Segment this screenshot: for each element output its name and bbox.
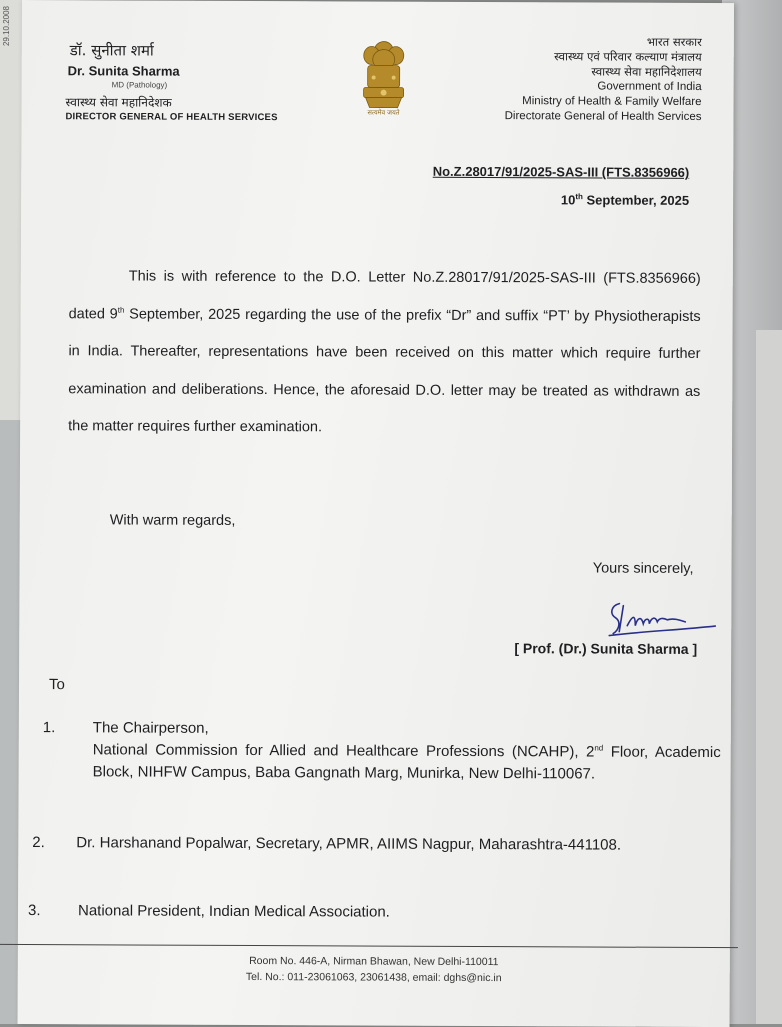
officer-name-hindi: डॉ. सुनीता शर्मा [69, 41, 154, 60]
recipient-line-sup: nd [594, 743, 604, 753]
recipient-line-part: Floor, Academic Block, NIHFW Campus, Baba Gangnath Marg, Munirka, New Delhi-110067. [92, 743, 721, 783]
recipient-item [32, 832, 722, 854]
letterhead-right [401, 34, 701, 125]
recipient-number: 3. [27, 902, 41, 920]
ministry-hindi: स्वास्थ्य एवं परिवार कल्याण मंत्रालय [554, 49, 702, 64]
body-part1: This is with reference to the D.O. Letter No.Z.28017/91/2025-SAS-III (FTS.8356966) dated 9 [68, 268, 701, 322]
recipient-text: Dr. Harshanand Popalwar, Secretary, APMR, AIIMS Nagpur, Maharashtra-441108. [76, 834, 622, 854]
closing-yours: Yours sincerely, [592, 560, 694, 577]
footer-contact: Tel. No.: 011-23061063, 23061438, email: dghs@nic.in [245, 970, 502, 985]
body-sup: th [117, 305, 125, 315]
date-rest: September, 2025 [582, 192, 690, 208]
body-part2: September, 2025 regarding the use of the prefix “Dr” and suffix “PT’ by Physiotherapists in India. Thereafter, representations have been received on this matter which require further examination and deliberations. Hence, the aforesaid D.O. letter may be treated as withdrawn as the matter requires further examination. [68, 305, 701, 436]
letter-body [68, 258, 701, 448]
govt-hindi: भारत सरकार [646, 34, 702, 49]
date-day: 10 [560, 192, 576, 208]
date-suffix: th [575, 192, 583, 202]
reference-number: No.Z.28017/91/2025-SAS-III (FTS.8356966) [432, 163, 690, 180]
letter-date [561, 192, 689, 208]
officer-title: DIRECTOR GENERAL OF HEALTH SERVICES [65, 111, 278, 124]
closing-regards: With warm regards, [109, 512, 236, 529]
recipient-line-part: National Commission for Allied and Healthcare Professions (NCAHP), 2 [92, 741, 595, 761]
recipient-line: The Chairperson, [92, 719, 209, 737]
footer-address: Room No. 446-A, Nirman Bhawan, New Delhi-110011 [249, 955, 499, 969]
directorate-hindi: स्वास्थ्य सेवा महानिदेशालय [591, 64, 702, 79]
handwritten-signature [589, 595, 719, 640]
recipient-text [93, 717, 721, 786]
background-right-sheet [756, 330, 782, 1024]
footer-divider [0, 944, 738, 948]
recipient-line [93, 739, 721, 786]
recipient-text: National President, Indian Medical Association. [77, 902, 390, 921]
signatory-name: [ Prof. (Dr.) Sunita Sharma ] [514, 640, 698, 657]
ministry-english: Ministry of Health & Family Welfare [522, 95, 702, 108]
recipient-item [42, 717, 723, 783]
officer-name: Dr. Sunita Sharma [67, 63, 180, 79]
letter-footer [18, 952, 730, 987]
officer-degree: MD (Pathology) [111, 80, 168, 90]
officer-title-hindi: स्वास्थ्य सेवा महानिदेशक [65, 95, 172, 110]
emblem-motto: सत्यमेव जयते [367, 108, 400, 117]
recipient-number: 1. [42, 719, 56, 737]
govt-english: Government of India [597, 80, 702, 93]
recipient-item [27, 900, 718, 921]
recipient-number: 2. [32, 834, 45, 852]
to-label: To [48, 676, 65, 694]
directorate-english: Directorate General of Health Services [504, 110, 702, 123]
letter-page [18, 0, 734, 1027]
side-date-stamp: 29.10.2008 [2, 6, 11, 47]
